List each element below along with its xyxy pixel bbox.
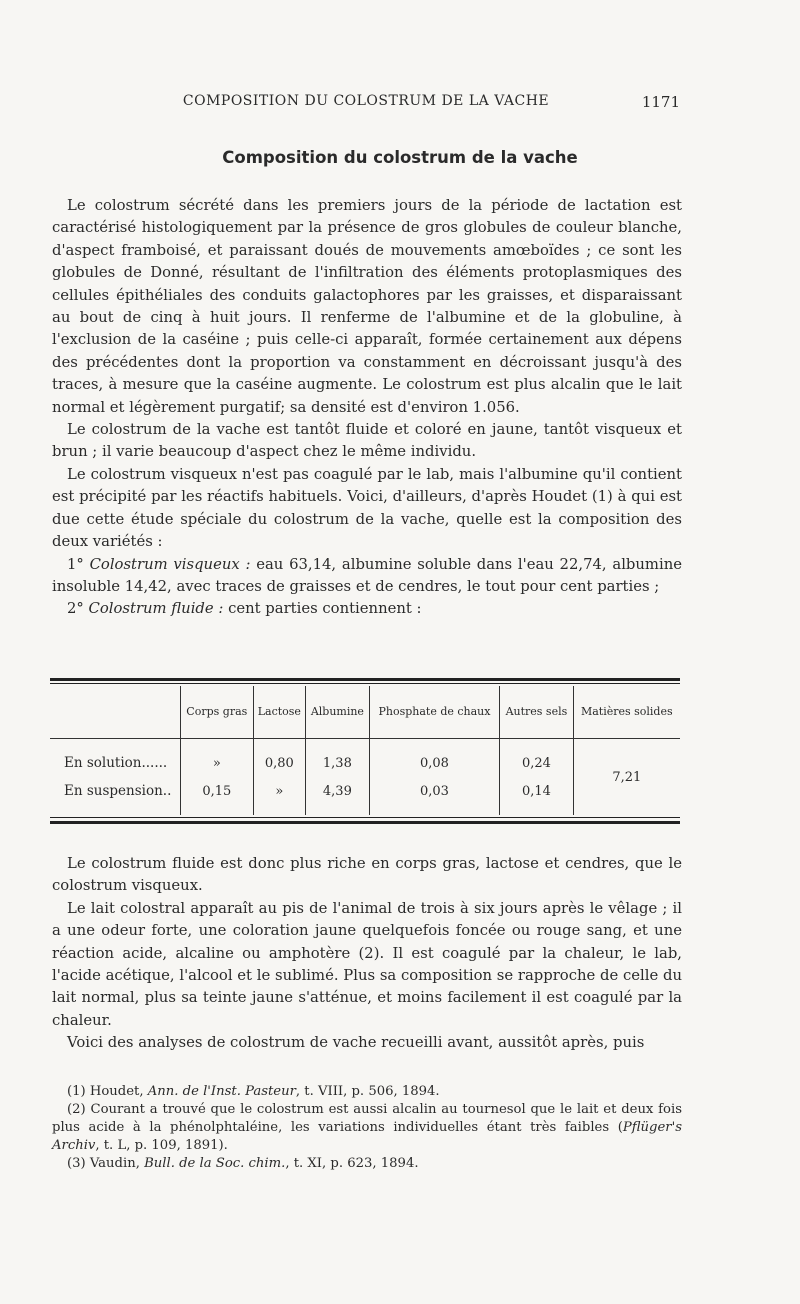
footnote — [52, 1083, 682, 1101]
item-number: 1° — [67, 555, 84, 573]
column-header: Lactose — [253, 686, 305, 739]
paragraph: Le colostrum de la vache est tantôt fluide et coloré en jaune, tantôt visqueux et brun ; il varie beaucoup d'aspect chez le même individu. — [52, 421, 682, 461]
footnote-text: (2) Courant a trouvé que le colostrum est aussi alcalin au tournesol que le lait et deux fois plus acide à la phénolphtaléine, les variations individuelles étant très faibles ( — [52, 1102, 682, 1135]
paragraph: Le colostrum visqueux n'est pas coagulé par le lab, mais l'albumine qu'il contient est précipité par les réactifs habituels. Voici, d'ailleurs, d'après Houdet (1) à qui est due cette étude spéciale du colostrum de la vache, quelle est la composition des deux variétés : — [52, 465, 682, 551]
paragraph: Le colostrum sécrété dans les premiers jours de la période de lactation est caractérisé histologiquement par la présence de gros globules de couleur blanche, d'aspect framboisé, et paraissant doués de mouvements amœboïdes ; ce sont les globules de Donné, résultant de l'infiltration des éléments protoplasmiques des cellules épithéliales des conduits galactophores par les graisses, et disparaissant au bout de cinq à huit jours. Il renferme de l'albumine et de la globuline, à l'exclusion de la caséine ; puis celle-ci apparaît, formée certainement aux dépens des précédentes dont la proportion va constamment en décroissant jusqu'à des traces, à mesure que la caséine augmente. Le colostrum est plus alcalin que le lait normal et légèrement purgatif; sa densité est d'environ 1.056. — [52, 197, 682, 416]
item-term: Colostrum fluide : — [88, 600, 224, 618]
footnote-citation: Ann. de l'Inst. Pasteur — [147, 1084, 296, 1099]
table-cell: 4,39 — [306, 777, 370, 805]
table-rule — [50, 678, 680, 681]
table-cell: 0,24 — [500, 749, 573, 777]
table-cell: 0,08 — [369, 749, 499, 777]
table-cell: 1,38 — [306, 749, 370, 777]
column-header: Matières solides — [573, 686, 680, 739]
list-item — [52, 554, 682, 599]
running-title: COMPOSITION DU COLOSTRUM DE LA VACHE — [182, 93, 550, 109]
footnote-text: (3) Vaudin, — [67, 1156, 145, 1171]
column-header: Albumine — [306, 686, 370, 739]
data-table — [50, 686, 680, 815]
footnote — [52, 1101, 682, 1155]
composition-table — [50, 678, 680, 824]
footnote-text: , t. XI, p. 623, 1894. — [285, 1156, 419, 1171]
table-cell: 0,03 — [369, 777, 499, 805]
item-number: 2° — [67, 600, 84, 618]
column-header-empty — [50, 686, 181, 739]
section-title: Composition du colostrum de la vache — [222, 148, 578, 167]
footnote-text: , t. L, p. 109, 1891). — [95, 1138, 228, 1153]
item-term: Colostrum visqueux : — [89, 555, 251, 573]
footnote-text: (1) Houdet, — [67, 1084, 148, 1099]
body-text-continued — [52, 853, 682, 1055]
table-rule — [50, 683, 680, 684]
list-item — [52, 598, 682, 620]
table-cell: » — [253, 777, 305, 805]
footnote — [52, 1155, 682, 1173]
table-cell-total: 7,21 — [573, 749, 680, 805]
row-label: En suspension.. — [64, 783, 172, 799]
item-text: eau 63,14, albumine soluble dans l'eau 22,74, albumine insoluble 14,42, avec traces de graisses et de cendres, le tout pour cent parties ; — [52, 555, 682, 595]
table-rule — [50, 821, 680, 824]
footnote-citation: Pflüger's Archiv — [52, 1120, 682, 1153]
table-cell: 0,14 — [500, 777, 573, 805]
column-header: Autres sels — [500, 686, 573, 739]
page-number: 1171 — [641, 93, 680, 111]
paragraph: Voici des analyses de colostrum de vache recueilli avant, aussitôt après, puis — [67, 1034, 645, 1052]
item-text: cent parties contiennent : — [223, 600, 422, 618]
table-cell: 0,80 — [253, 749, 305, 777]
table-cell: » — [181, 749, 254, 777]
column-header: Corps gras — [181, 686, 254, 739]
table-cell: 0,15 — [181, 777, 254, 805]
paragraph: Le lait colostral apparaît au pis de l'animal de trois à six jours après le vêlage ; il a une odeur forte, une coloration jaune quelquefois foncée ou rouge sang, et une réaction acide, alcaline ou amphotère (2). Il est coagulé par la chaleur, le lab, l'acide acétique, l'alcool et le sublimé. Plus sa composition se rapproche de celle du lait normal, plus sa teinte jaune s'atténue, et moins facilement il est coagulé par la chaleur. — [52, 899, 682, 1029]
table-row — [50, 749, 680, 777]
column-header: Phosphate de chaux — [369, 686, 499, 739]
body-text — [52, 195, 682, 621]
footnotes — [52, 1083, 682, 1173]
row-label: En solution...... — [64, 755, 168, 771]
footnote-citation: Bull. de la Soc. chim. — [144, 1156, 286, 1171]
paragraph: Le colostrum fluide est donc plus riche en corps gras, lactose et cendres, que le colostrum visqueux. — [52, 855, 682, 895]
table-rule — [50, 817, 680, 818]
footnote-text: , t. VIII, p. 506, 1894. — [295, 1084, 440, 1099]
